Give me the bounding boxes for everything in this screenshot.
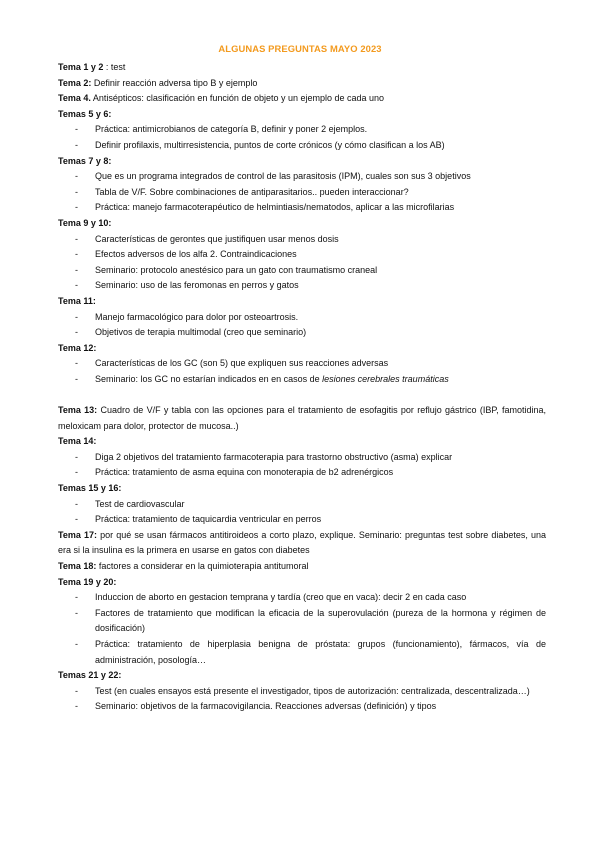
dash-bullet: -	[75, 233, 78, 244]
list-item-text-italic: lesiones cerebrales traumáticas	[322, 373, 449, 384]
dash-bullet: -	[75, 701, 78, 712]
tema-17	[58, 528, 546, 559]
list-item	[58, 465, 546, 481]
document-title: ALGUNAS PREGUNTAS MAYO 2023	[218, 43, 382, 54]
dash-bullet: -	[75, 498, 78, 509]
list-item	[58, 325, 546, 341]
tema-19-20-heading: Tema 19 y 20:	[58, 576, 117, 587]
list-item-text: Que es un programa integrados de control de las parasitosis (IPM), cuales son sus 3 objetivos	[95, 171, 471, 182]
list-item	[58, 263, 546, 279]
tema-11-heading: Tema 11:	[58, 295, 96, 306]
dash-bullet: -	[75, 264, 78, 275]
list-item-text: Práctica: tratamiento de hiperplasia benigna de próstata: grupos (funcionamiento), fármacos, vía de administración, posología…	[95, 638, 546, 665]
list-item	[58, 699, 546, 715]
dash-bullet: -	[75, 139, 78, 150]
list-item-text: Práctica: tratamiento de asma equina con monoterapia de b2 adrenérgicos	[95, 467, 394, 478]
list-item-text: Induccion de aborto en gestacion temprana y tardía (creo que en vaca): decir 2 en cada caso	[95, 592, 467, 603]
dash-bullet: -	[75, 358, 78, 369]
tema-text: por qué se usan fármacos antitiroideos a corto plazo, explique. Seminario: preguntas test sobre diabetes, una era si la insulina es la primera en usarse en gatos con diabetes	[58, 529, 546, 556]
dash-bullet: -	[75, 171, 78, 182]
dash-bullet: -	[75, 592, 78, 603]
tema-4	[58, 91, 546, 107]
list-item	[58, 138, 546, 154]
dash-bullet: -	[75, 451, 78, 462]
dash-bullet: -	[75, 373, 78, 384]
list-item-text-plain: Seminario: los GC no estarían indicados en en casos de	[95, 373, 323, 384]
tema-label: Tema 18:	[58, 561, 97, 571]
dash-bullet: -	[75, 638, 78, 649]
temas-21-22-heading: Temas 21 y 22:	[58, 670, 122, 681]
list-item	[58, 185, 546, 201]
tema-18	[58, 559, 546, 575]
tema-label: Tema 2:	[58, 77, 92, 88]
list-item-text: Seminario: objetivos de la farmacovigilancia. Reacciones adversas (definición) y tipos	[95, 701, 437, 712]
tema-label: Tema 17:	[58, 529, 97, 540]
list-item	[58, 590, 546, 606]
list-item	[58, 232, 546, 248]
list-item	[58, 450, 546, 466]
tema-1-2	[58, 60, 546, 76]
tema-9-10-heading: Tema 9 y 10:	[58, 217, 112, 228]
list-item	[58, 497, 546, 513]
dash-bullet: -	[75, 249, 78, 260]
list-item	[58, 684, 546, 700]
list-item	[58, 247, 546, 263]
temas-7-8-heading: Temas 7 y 8:	[58, 155, 112, 166]
dash-bullet: -	[75, 467, 78, 478]
dash-bullet: -	[75, 327, 78, 338]
dash-bullet: -	[75, 607, 78, 618]
tema-label: Tema 1 y 2	[58, 62, 104, 72]
list-item-text	[95, 372, 546, 388]
list-item-text: Test (en cuales ensayos está presente el investigador, tipos de autorización: centralizada, descentralizada…)	[95, 685, 530, 696]
list-item	[58, 310, 546, 326]
list-item	[58, 122, 546, 138]
list-item-text: Seminario: uso de las feromonas en perros y gatos	[95, 280, 299, 291]
list-item	[58, 372, 546, 388]
list-item-text: Manejo farmacológico para dolor por osteoartrosis.	[95, 311, 299, 322]
list-item-text: Objetivos de terapia multimodal (creo que seminario)	[95, 327, 307, 338]
list-item-text: Características de gerontes que justifiquen usar menos dosis	[95, 233, 339, 244]
list-item-text: Test de cardiovascular	[95, 498, 185, 509]
tema-text: Cuadro de V/F y tabla con las opciones para el tratamiento de esofagitis por reflujo gástrico (IBP, famotidina, meloxicam para dolor, protector de mucosa..)	[58, 405, 546, 431]
tema-text: factores a considerar en la quimioterapia antitumoral	[96, 561, 309, 571]
tema-14-heading: Tema 14:	[58, 436, 97, 447]
dash-bullet: -	[75, 124, 78, 135]
tema-text: : test	[103, 62, 126, 72]
list-item-text: Diga 2 objetivos del tratamiento farmacoterapia para trastorno obstructivo (asma) explicar	[95, 451, 453, 462]
dash-bullet: -	[75, 280, 78, 291]
list-item-text: Práctica: antimicrobianos de categoría B, definir y poner 2 ejemplos.	[95, 124, 368, 135]
list-item	[58, 169, 546, 185]
tema-label: Tema 4.	[58, 93, 91, 104]
dash-bullet: -	[75, 186, 78, 197]
spacer	[58, 387, 546, 403]
dash-bullet: -	[75, 311, 78, 322]
list-item-text: Factores de tratamiento que modifican la eficacia de la superovulación (pureza de la hormona y régimen de dosificación)	[95, 607, 546, 634]
list-item-text: Definir profilaxis, multirresistencia, puntos de corte crónicos (y cómo clasifican a los AB)	[95, 139, 445, 150]
dash-bullet: -	[75, 514, 78, 525]
list-item	[58, 278, 546, 294]
tema-13	[58, 403, 546, 434]
list-item	[58, 637, 546, 668]
list-item-text: Características de los GC (son 5) que expliquen sus reacciones adversas	[95, 358, 389, 369]
list-item	[58, 356, 546, 372]
list-item-text: Seminario: protocolo anestésico para un gato con traumatismo craneal	[95, 264, 378, 275]
list-item-text: Tabla de V/F. Sobre combinaciones de antiparasitarios.. pueden interaccionar?	[95, 186, 409, 197]
list-item	[58, 200, 546, 216]
tema-text: Antisépticos: clasificación en función de objeto y un ejemplo de cada uno	[90, 93, 385, 104]
list-item-text: Efectos adversos de los alfa 2. Contraindicaciones	[95, 249, 297, 260]
list-item-text: Práctica: manejo farmacoterapéutico de helmintiasis/nematodos, aplicar a las microfilarias	[95, 202, 455, 213]
list-item-text: Práctica: tratamiento de taquicardia ventricular en perros	[95, 514, 322, 525]
temas-5-6-heading: Temas 5 y 6:	[58, 108, 112, 119]
temas-15-16-heading: Temas 15 y 16:	[58, 483, 122, 494]
dash-bullet: -	[75, 202, 78, 213]
dash-bullet: -	[75, 685, 78, 696]
tema-text: Definir reacción adversa tipo B y ejemplo	[91, 77, 258, 88]
tema-2	[58, 76, 546, 92]
list-item	[58, 512, 546, 528]
list-item	[58, 606, 546, 637]
tema-12-heading: Tema 12:	[58, 342, 97, 353]
tema-label: Tema 13:	[58, 405, 98, 416]
document-body	[58, 60, 546, 715]
